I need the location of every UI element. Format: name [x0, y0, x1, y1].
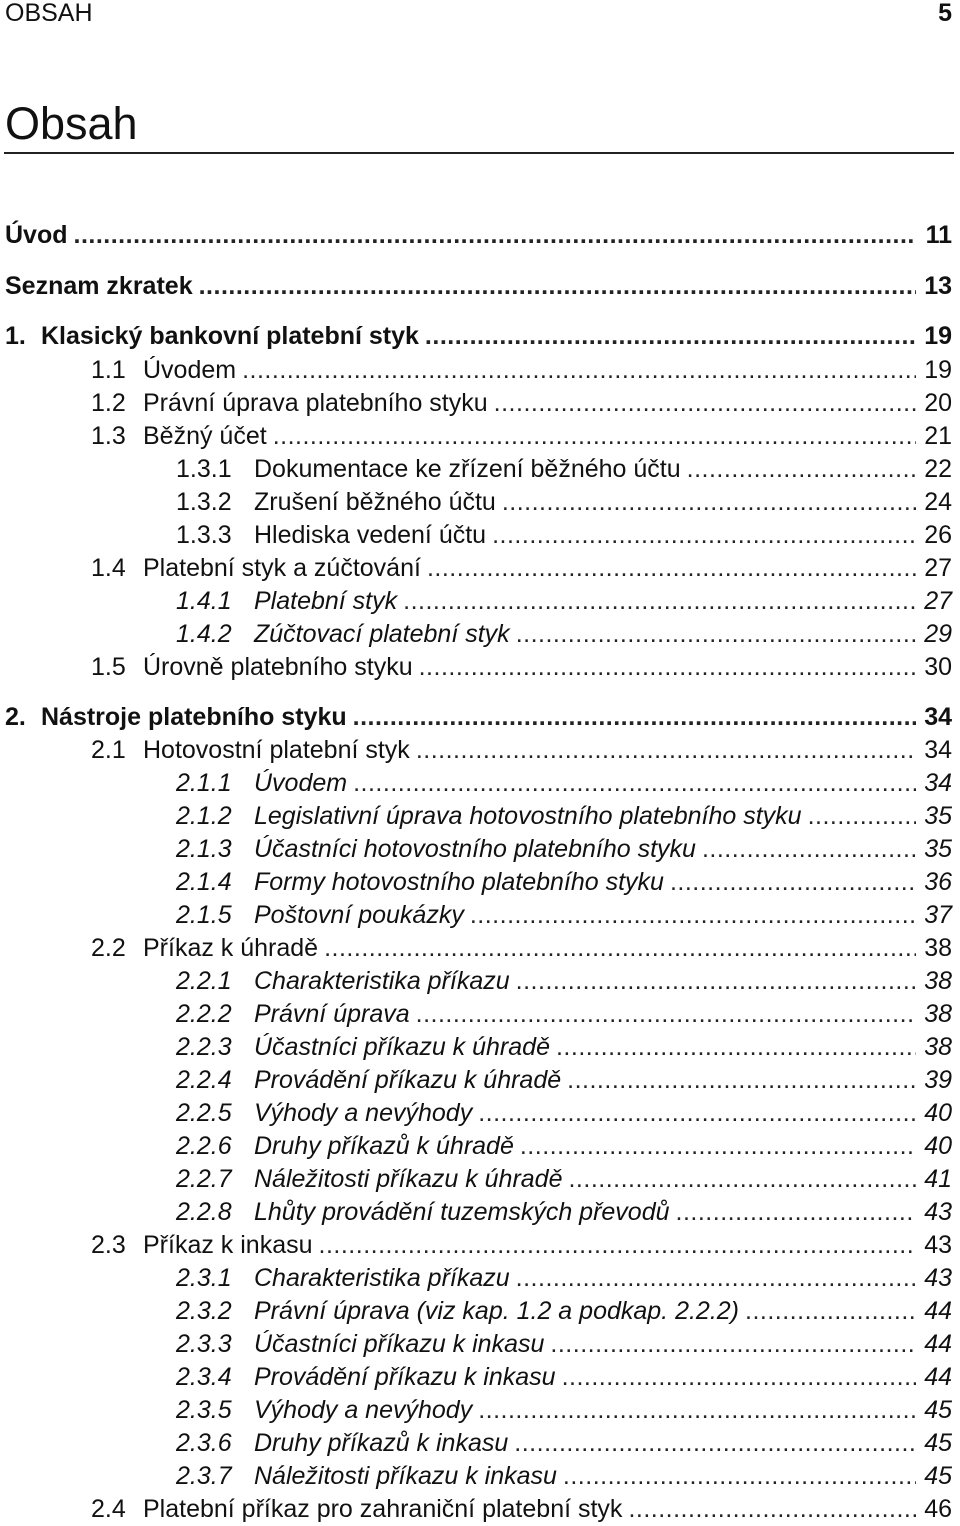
- toc-entry-title: Výhody a nevýhody: [254, 1099, 473, 1127]
- toc-entry-page: 24: [924, 488, 952, 516]
- toc-entry[interactable]: [91, 1493, 952, 1526]
- toc-entry-title: Výhody a nevýhody: [254, 1396, 473, 1424]
- toc-entry-number: 2.1.1: [176, 769, 232, 797]
- dot-leader: [199, 270, 916, 303]
- toc-entry-page: 27: [924, 554, 952, 582]
- toc-entry-page: 44: [924, 1363, 952, 1391]
- toc-entry-page: 27: [924, 587, 952, 615]
- dot-leader: [494, 387, 916, 420]
- toc-entry[interactable]: [176, 800, 952, 833]
- toc-entry[interactable]: [176, 833, 952, 866]
- dot-leader: [470, 899, 916, 932]
- toc-entry-number: 2.3.2: [176, 1297, 232, 1325]
- toc-entry-number: 2.3.5: [176, 1396, 232, 1424]
- toc-entry-title: Dokumentace ke zřízení běžného účtu: [254, 455, 681, 483]
- toc-entry-title: Druhy příkazů k inkasu: [254, 1429, 509, 1457]
- toc-entry-number: 2.3.7: [176, 1462, 232, 1490]
- dot-leader: [425, 320, 916, 353]
- toc-entry-title: Účastníci příkazu k inkasu: [254, 1330, 545, 1358]
- toc-entry[interactable]: [176, 767, 952, 800]
- dot-leader: [562, 1361, 916, 1394]
- running-head-section: OBSAH: [5, 0, 93, 27]
- toc-entry-number: 2.1.5: [176, 901, 232, 929]
- dot-leader: [478, 1394, 916, 1427]
- toc-entry-page: 43: [924, 1231, 952, 1259]
- toc-entry[interactable]: [176, 1064, 952, 1097]
- toc-entry-page: 21: [924, 422, 952, 450]
- toc-entry-title: Legislativní úprava hotovostního platebního styku: [254, 802, 802, 830]
- dot-leader: [74, 219, 917, 252]
- toc-entry-title: Úrovně platebního styku: [143, 653, 413, 681]
- toc-entry-page: 38: [924, 1033, 952, 1061]
- toc-entry-title: Příkaz k úhradě: [143, 934, 319, 962]
- toc-entry[interactable]: [176, 1196, 952, 1229]
- dot-leader: [676, 1196, 916, 1229]
- toc-entry-page: 44: [924, 1297, 952, 1325]
- toc-entry-number: 2.1.4: [176, 868, 232, 896]
- toc-entry[interactable]: [176, 866, 952, 899]
- toc-entry[interactable]: [91, 420, 952, 453]
- toc-entry-number: 1.4.2: [176, 620, 232, 648]
- dot-leader: [353, 767, 916, 800]
- dot-leader: [563, 1460, 916, 1493]
- toc-entry-number: 1.3.1: [176, 455, 232, 483]
- toc-entry-page: 40: [924, 1132, 952, 1160]
- toc-entry[interactable]: [91, 651, 952, 684]
- dot-leader: [403, 585, 916, 618]
- toc-entry-title: Účastníci hotovostního platebního styku: [254, 835, 696, 863]
- toc-entry-number: 2.2.4: [176, 1066, 232, 1094]
- toc-entry-number: 1.1: [91, 356, 126, 384]
- running-head: [5, 0, 952, 30]
- toc-entry-title: Formy hotovostního platebního styku: [254, 868, 664, 896]
- toc-entry-page: 43: [924, 1264, 952, 1292]
- dot-leader: [808, 800, 916, 833]
- toc-entry-number: 2.3: [91, 1231, 126, 1259]
- toc-entry-page: 38: [924, 967, 952, 995]
- toc-entry-title: Náležitosti příkazu k úhradě: [254, 1165, 563, 1193]
- toc-entry[interactable]: [91, 354, 952, 387]
- toc-entry-page: 41: [924, 1165, 952, 1193]
- toc-entry-title: Úvodem: [254, 769, 348, 797]
- toc-entry-number: 2.2.6: [176, 1132, 232, 1160]
- toc-entry-page: 40: [924, 1099, 952, 1127]
- toc-entry-number: 1.3: [91, 422, 126, 450]
- toc-entry-page: 13: [924, 272, 952, 300]
- dot-leader: [516, 965, 916, 998]
- toc-entry-number: 2.2.5: [176, 1099, 232, 1127]
- dot-leader: [514, 1427, 916, 1460]
- toc-entry-number: 2.1.3: [176, 835, 232, 863]
- toc-entry-title: Platební styk a zúčtování: [143, 554, 421, 582]
- dot-leader: [567, 1064, 916, 1097]
- toc-entry-page: 34: [924, 703, 952, 731]
- toc-entry[interactable]: [176, 1427, 952, 1460]
- dot-leader: [556, 1031, 916, 1064]
- toc-entry-number: 2.4: [91, 1495, 126, 1523]
- toc-entry-number: 1.: [5, 322, 26, 350]
- toc-entry-title: Právní úprava: [254, 1000, 410, 1028]
- toc-entry-page: 19: [924, 356, 952, 384]
- toc-entry[interactable]: [5, 219, 952, 252]
- toc-entry-title: Provádění příkazu k úhradě: [254, 1066, 562, 1094]
- dot-leader: [550, 1328, 916, 1361]
- toc-entry-title: Poštovní poukázky: [254, 901, 464, 929]
- dot-leader: [242, 354, 916, 387]
- toc-entry-number: 2.2.2: [176, 1000, 232, 1028]
- toc-entry[interactable]: [5, 270, 952, 303]
- toc-entry-number: 1.4: [91, 554, 126, 582]
- toc-entry-page: 45: [924, 1429, 952, 1457]
- toc-entry-title: Úvod: [5, 221, 68, 249]
- dot-leader: [502, 486, 916, 519]
- toc-entry[interactable]: [176, 618, 952, 651]
- title-divider: [4, 152, 954, 154]
- toc-entry-title: Seznam zkratek: [5, 272, 193, 300]
- toc-entry-page: 37: [924, 901, 952, 929]
- toc-entry-title: Hotovostní platební styk: [143, 736, 410, 764]
- toc-entry-number: 2.1: [91, 736, 126, 764]
- toc-entry-page: 38: [924, 1000, 952, 1028]
- toc-entry-title: Právní úprava platebního styku: [143, 389, 488, 417]
- toc-entry-title: Úvodem: [143, 356, 237, 384]
- toc-entry-title: Lhůty provádění tuzemských převodů: [254, 1198, 670, 1226]
- toc-entry[interactable]: [176, 998, 952, 1031]
- dot-leader: [319, 1229, 916, 1262]
- toc-entry-number: 2.: [5, 703, 26, 731]
- toc-entry-number: 1.2: [91, 389, 126, 417]
- toc-entry-title: Právní úprava (viz kap. 1.2 a podkap. 2.2.2): [254, 1297, 739, 1325]
- toc-entry-page: 38: [924, 934, 952, 962]
- toc-entry[interactable]: [91, 734, 952, 767]
- dot-leader: [687, 453, 916, 486]
- toc-entry-number: 2.2: [91, 934, 126, 962]
- toc-entry-number: 2.3.1: [176, 1264, 232, 1292]
- toc-entry-page: 26: [924, 521, 952, 549]
- dot-leader: [416, 734, 916, 767]
- toc-entry-title: Platební styk: [254, 587, 398, 615]
- toc-entry-page: 30: [924, 653, 952, 681]
- page-title: Obsah: [5, 98, 138, 149]
- toc-entry[interactable]: [176, 1361, 952, 1394]
- toc-entry-page: 22: [924, 455, 952, 483]
- toc-entry-page: 35: [924, 802, 952, 830]
- toc-entry-page: 29: [924, 620, 952, 648]
- toc-entry-number: 2.3.3: [176, 1330, 232, 1358]
- toc-entry-title: Klasický bankovní platební styk: [41, 322, 419, 350]
- toc-entry-page: 34: [924, 769, 952, 797]
- dot-leader: [492, 519, 916, 552]
- toc-entry[interactable]: [5, 320, 952, 353]
- toc-entry[interactable]: [176, 1130, 952, 1163]
- toc-entry-number: 2.2.1: [176, 967, 232, 995]
- toc-entry-page: 45: [924, 1396, 952, 1424]
- dot-leader: [353, 701, 916, 734]
- toc-entry-title: Hlediska vedení účtu: [254, 521, 487, 549]
- toc-entry-title: Náležitosti příkazu k inkasu: [254, 1462, 557, 1490]
- toc-entry-title: Běžný účet: [143, 422, 267, 450]
- toc-entry-title: Druhy příkazů k úhradě: [254, 1132, 514, 1160]
- toc-entry-number: 2.3.4: [176, 1363, 232, 1391]
- toc-entry[interactable]: [176, 585, 952, 618]
- toc-entry-title: Charakteristika příkazu: [254, 1264, 510, 1292]
- toc-entry-page: 34: [924, 736, 952, 764]
- dot-leader: [628, 1493, 916, 1526]
- toc-entry-page: 35: [924, 835, 952, 863]
- toc-entry[interactable]: [176, 519, 952, 552]
- toc-entry-number: 1.4.1: [176, 587, 232, 615]
- dot-leader: [273, 420, 916, 453]
- toc-entry-page: 11: [925, 221, 952, 249]
- toc-entry-title: Charakteristika příkazu: [254, 967, 510, 995]
- toc-entry[interactable]: [176, 1394, 952, 1427]
- toc-entry[interactable]: [176, 453, 952, 486]
- running-head-page-number: 5: [938, 0, 952, 27]
- dot-leader: [516, 618, 916, 651]
- toc-entry[interactable]: [176, 1295, 952, 1328]
- toc-entry-title: Zúčtovací platební styk: [254, 620, 510, 648]
- toc-entry-title: Příkaz k inkasu: [143, 1231, 313, 1259]
- toc-entry-page: 20: [924, 389, 952, 417]
- toc-entry-title: Platební příkaz pro zahraniční platební styk: [143, 1495, 623, 1523]
- toc-entry[interactable]: [91, 932, 952, 965]
- toc-entry-title: Zrušení běžného účtu: [254, 488, 496, 516]
- toc-entry[interactable]: [91, 387, 952, 420]
- dot-leader: [478, 1097, 916, 1130]
- toc-entry[interactable]: [176, 899, 952, 932]
- toc-entry[interactable]: [176, 1031, 952, 1064]
- toc-entry-title: Nástroje platebního styku: [41, 703, 347, 731]
- dot-leader: [568, 1163, 916, 1196]
- toc-entry-page: 45: [924, 1462, 952, 1490]
- toc-entry-number: 1.3.3: [176, 521, 232, 549]
- toc-entry[interactable]: [176, 1328, 952, 1361]
- dot-leader: [520, 1130, 916, 1163]
- toc-entry-number: 1.3.2: [176, 488, 232, 516]
- toc-entry[interactable]: [176, 486, 952, 519]
- toc-entry[interactable]: [176, 1262, 952, 1295]
- dot-leader: [324, 932, 916, 965]
- toc-entry-number: 2.3.6: [176, 1429, 232, 1457]
- toc-entry[interactable]: [176, 1163, 952, 1196]
- toc-entry-title: Provádění příkazu k inkasu: [254, 1363, 556, 1391]
- toc-entry-page: 19: [924, 322, 952, 350]
- toc-entry-page: 36: [924, 868, 952, 896]
- toc-entry[interactable]: [5, 701, 952, 734]
- toc-entry[interactable]: [176, 1097, 952, 1130]
- dot-leader: [670, 866, 916, 899]
- toc-entry[interactable]: [91, 1229, 952, 1262]
- toc-entry-page: 39: [924, 1066, 952, 1094]
- toc-entry[interactable]: [176, 1460, 952, 1493]
- dot-leader: [419, 651, 916, 684]
- toc-entry-number: 2.2.3: [176, 1033, 232, 1061]
- toc-entry-page: 43: [924, 1198, 952, 1226]
- toc-entry[interactable]: [91, 552, 952, 585]
- dot-leader: [702, 833, 916, 866]
- toc-entry-number: 2.1.2: [176, 802, 232, 830]
- dot-leader: [516, 1262, 916, 1295]
- toc-entry-number: 2.2.8: [176, 1198, 232, 1226]
- toc-entry-number: 2.2.7: [176, 1165, 232, 1193]
- toc-entry-title: Účastníci příkazu k úhradě: [254, 1033, 550, 1061]
- dot-leader: [416, 998, 916, 1031]
- toc-entry-number: 1.5: [91, 653, 126, 681]
- toc-entry-page: 46: [924, 1495, 952, 1523]
- dot-leader: [745, 1295, 916, 1328]
- toc-entry-page: 44: [924, 1330, 952, 1358]
- dot-leader: [427, 552, 916, 585]
- toc-entry[interactable]: [176, 965, 952, 998]
